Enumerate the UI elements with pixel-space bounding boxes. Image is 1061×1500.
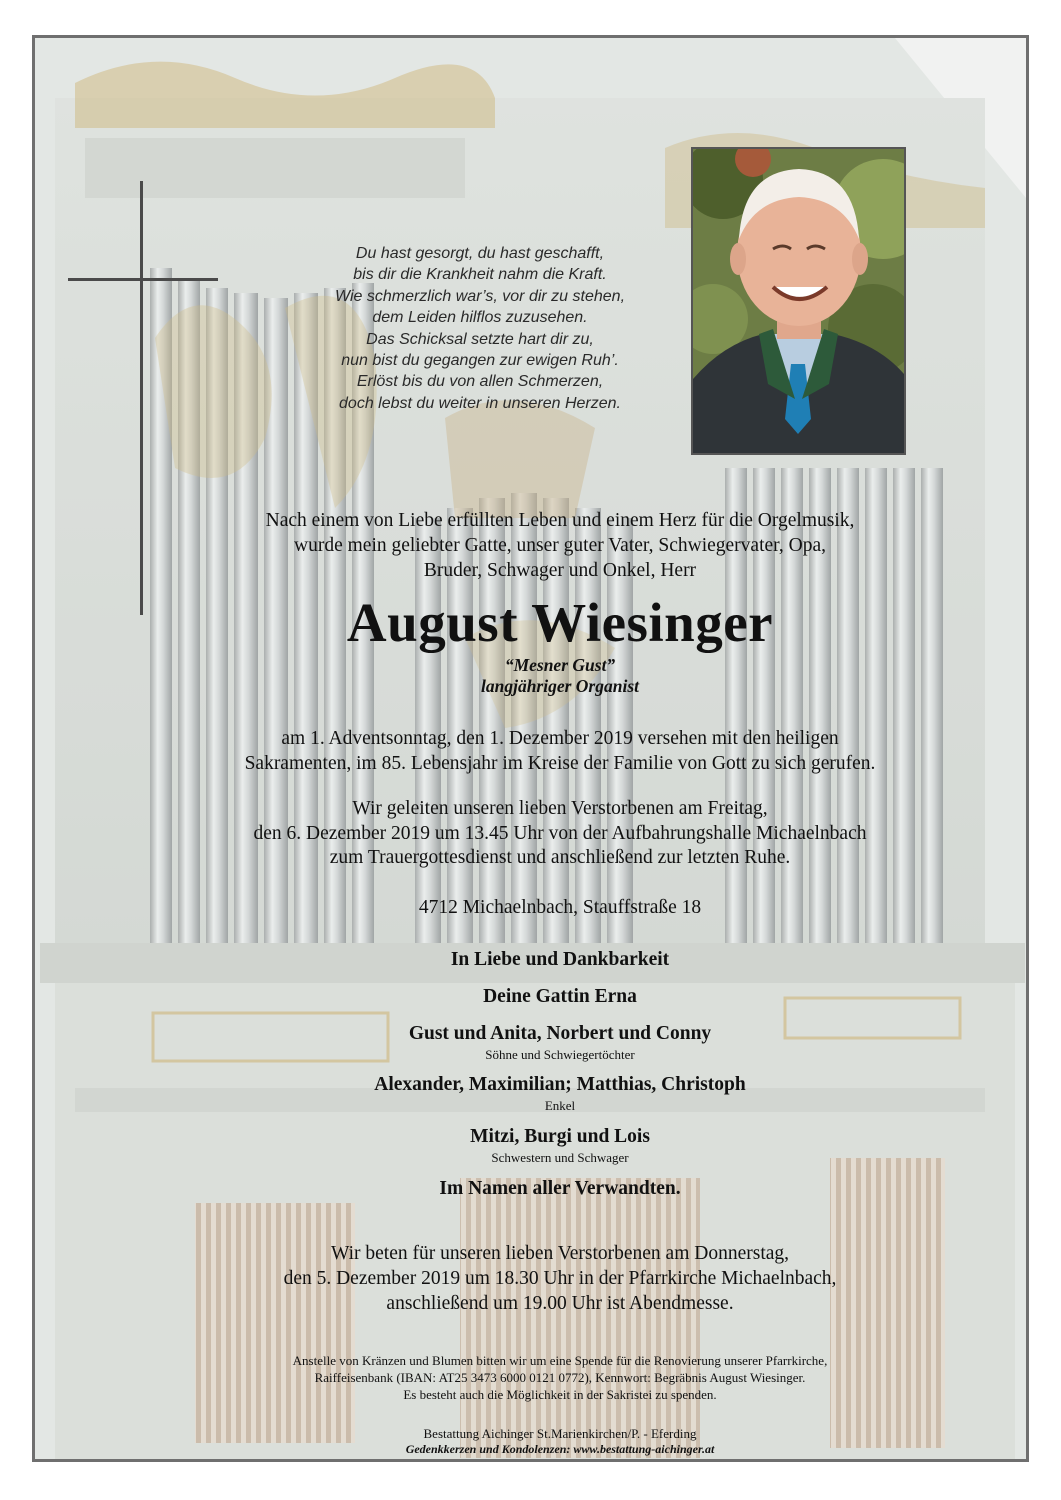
death-notice — [80, 726, 1040, 776]
prayer-notice — [80, 1241, 1040, 1316]
poem-line: dem Leiden hilflos zuzusehen. — [372, 309, 588, 327]
prayer-notice-line: den 5. Dezember 2019 um 18.30 Uhr in der Pfarrkirche Michaelnbach, — [283, 1268, 837, 1289]
donation-line: Anstelle von Kränzen und Blumen bitten wir um eine Spende für die Renovierung unserer Pfarrkirche, — [292, 1353, 828, 1368]
donation-line: Raiffeisenbank (IBAN: AT25 3473 6000 0121 0772), Kennwort: Begräbnis August Wiesinger. — [314, 1370, 806, 1385]
donation-notice — [80, 1352, 1040, 1403]
deceased-name: August Wiesinger — [346, 592, 774, 653]
family-sons: Gust und Anita, Norbert und Conny — [408, 1023, 712, 1044]
poem-line: Erlöst bis du von allen Schmerzen, — [356, 373, 604, 391]
death-notice-line: Sakramenten, im 85. Lebensjahr im Kreise der Familie von Gott zu sich gerufen. — [244, 753, 876, 774]
poem — [276, 243, 684, 414]
intro-line: Bruder, Schwager und Onkel, Herr — [423, 560, 697, 581]
family-closing: Im Namen aller Verwandten. — [439, 1178, 681, 1199]
intro-line: wurde mein geliebter Gatte, unser guter Vater, Schwiegervater, Opa, — [294, 535, 826, 556]
intro-text — [80, 508, 1040, 583]
poem-line: nun bist du gegangen zur ewigen Ruh’. — [341, 352, 619, 370]
family-address: 4712 Michaelnbach, Stauffstraße 18 — [418, 897, 702, 918]
family-grandchildren-label: Enkel — [544, 1098, 576, 1113]
funeral-notice-line: zum Trauergottesdienst und anschließend zur letzten Ruhe. — [329, 847, 791, 868]
funeral-notice — [80, 797, 1040, 871]
portrait-image — [693, 149, 904, 453]
poem-line: Du hast gesorgt, du hast geschafft, — [355, 245, 605, 262]
intro-line: Nach einem von Liebe erfüllten Leben und einem Herz für die Orgelmusik, — [265, 510, 855, 531]
family-wife: Deine Gattin Erna — [483, 986, 637, 1007]
funeral-notice-line: den 6. Dezember 2019 um 13.45 Uhr von der Aufbahrungshalle Michaelnbach — [253, 822, 867, 844]
prayer-notice-line: Wir beten für unseren lieben Verstorbenen am Donnerstag, — [330, 1243, 790, 1264]
cross-icon-bar — [68, 278, 218, 281]
deceased-titles — [80, 655, 1040, 697]
death-notice-line: am 1. Adventsonntag, den 1. Dezember 2019 versehen mit den heiligen — [281, 728, 839, 749]
poem-line: bis dir die Krankheit nahm die Kraft. — [353, 266, 607, 284]
poem-line: Das Schicksal setzte hart dir zu, — [366, 330, 594, 348]
family-grandchildren: Alexander, Maximilian; Matthias, Christoph — [374, 1074, 746, 1095]
deceased-role: langjähriger Organist — [480, 676, 640, 696]
deceased-nickname: “Mesner Gust” — [504, 655, 616, 675]
undertaker-name: Bestattung Aichinger St.Marienkirchen/P. - Eferding — [423, 1426, 697, 1441]
prayer-notice-line: anschließend um 19.00 Uhr ist Abendmesse. — [386, 1293, 734, 1314]
family-sons-label: Söhne und Schwiegertöchter — [485, 1047, 635, 1062]
family-list — [80, 947, 1040, 1202]
family-siblings-label: Schwestern und Schwager — [491, 1150, 629, 1165]
poem-line: doch lebst du weiter in unseren Herzen. — [339, 394, 621, 412]
portrait-photo — [691, 147, 906, 455]
poem-line: Wie schmerzlich war’s, vor dir zu stehen, — [334, 287, 626, 305]
donation-line: Es besteht auch die Möglichkeit in der Sakristei zu spenden. — [403, 1387, 717, 1402]
condolence-link[interactable]: Gedenkkerzen und Kondolenzen: www.bestattung-aichinger.at — [405, 1442, 715, 1456]
family-siblings: Mitzi, Burgi und Lois — [470, 1126, 650, 1147]
funeral-notice-line: Wir geleiten unseren lieben Verstorbenen am Freitag, — [352, 798, 768, 819]
family-heading: In Liebe und Dankbarkeit — [450, 949, 670, 970]
